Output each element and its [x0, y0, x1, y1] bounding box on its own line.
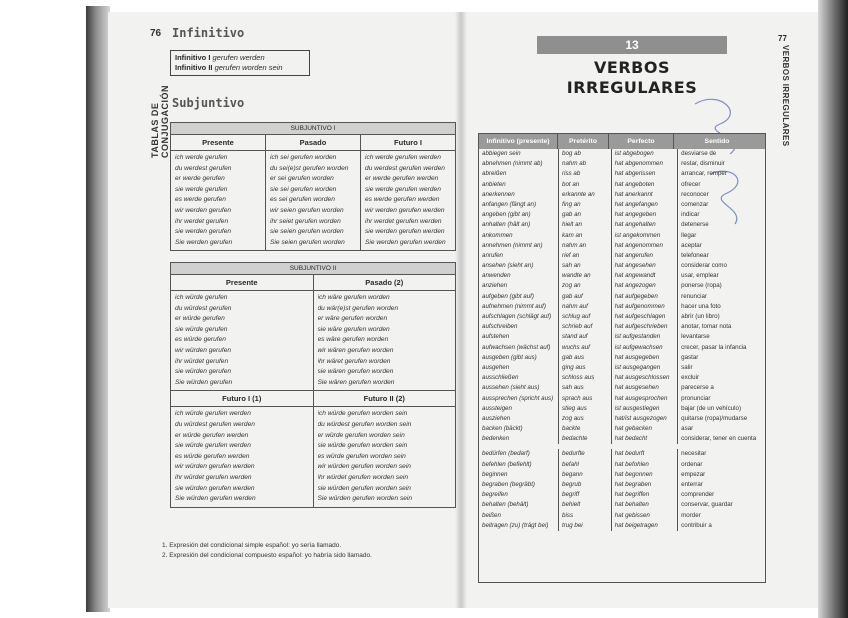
cell-perfecto: ist angekommen: [612, 231, 678, 241]
cell-infinitivo: angeben (gibt an): [479, 210, 559, 220]
book-edge-left: [86, 6, 110, 612]
cell-preterito: stand auf: [559, 332, 612, 342]
table-row: [479, 180, 765, 190]
cell-perfecto: hat angefangen: [612, 200, 678, 210]
cell-infinitivo: anwenden: [479, 271, 559, 281]
cell-sentido: excluir: [681, 374, 700, 382]
cell-sentido: indicar: [681, 211, 700, 219]
cell-infinitivo: ausschließen: [479, 373, 559, 383]
cell-perfecto: ist abgebogen: [612, 149, 678, 159]
cell-infinitivo: anhalten (hält an): [479, 220, 559, 230]
conjugation-line: es würde gerufen: [175, 336, 226, 344]
cell-preterito: schloss aus: [559, 373, 612, 383]
cell-perfecto: hat angenommen: [612, 241, 678, 251]
cell-sentido: arrancar, romper: [681, 170, 727, 178]
book-gutter: [455, 12, 467, 608]
conjugation-line: es werde gerufen: [175, 196, 226, 204]
cell-infinitivo: ausgehen: [479, 363, 559, 373]
cell-preterito: befahl: [559, 460, 612, 470]
cell-infinitivo: bedürfen (bedarf): [479, 449, 559, 459]
conjugation-line: Sie werden gerufen werden: [365, 238, 446, 246]
table-row: [479, 190, 765, 200]
column-futuro-I-1: [171, 407, 314, 506]
cell-sentido: desviarse de: [681, 150, 717, 157]
table-row: [479, 470, 765, 480]
cell-sentido: comenzar: [681, 200, 709, 208]
subjuntivo-II-caption: SUBJUNTIVO II: [171, 263, 455, 275]
column-presente-II: [171, 291, 314, 390]
column-pasado: [266, 151, 361, 250]
irregular-verbs-table: [478, 133, 766, 583]
book-edge-right: [818, 0, 848, 618]
cell-preterito: biss: [559, 511, 612, 521]
conjugation-line: sie würden gerufen worden sein: [317, 484, 411, 492]
conjugation-line: sie seien gerufen worden: [270, 228, 344, 236]
cell-preterito: trug bei: [559, 521, 612, 531]
cell-sentido: anotar, tomar nota: [681, 323, 732, 331]
cell-preterito: behielt: [559, 500, 612, 510]
cell-preterito: gab aus: [559, 353, 612, 363]
cell-infinitivo: begreifen: [479, 490, 559, 500]
cell-sentido: reconocer: [681, 190, 709, 198]
cell-perfecto: hat ausgesprochen: [612, 394, 678, 404]
conjugation-line: ich wäre gerufen worden: [317, 294, 390, 301]
cell-sentido: pronunciar: [681, 394, 711, 402]
conjugation-line: sie werden gerufen: [175, 228, 232, 236]
cell-perfecto: hat begraben: [612, 480, 678, 490]
cell-sentido: telefonear: [681, 251, 709, 259]
cell-perfecto: ist aufgestanden: [612, 332, 678, 342]
table-row: [479, 261, 765, 271]
cell-perfecto: hat anerkannt: [612, 190, 678, 200]
cell-perfecto: hat aufgeschlagen: [612, 312, 678, 322]
table-row: [479, 449, 765, 459]
page-number-right: 77: [778, 34, 787, 43]
conjugation-line: sie werde gerufen werden: [365, 185, 441, 193]
header-futuro-II-2: Futuro II (2): [363, 394, 405, 404]
table-row: [479, 490, 765, 500]
cell-perfecto: hat abgerissen: [612, 169, 678, 179]
conjugation-line: wir würden gerufen worden sein: [317, 463, 411, 471]
side-label-right: VERBOS IRREGULARES: [781, 45, 790, 147]
cell-preterito: rief an: [559, 251, 612, 261]
cell-infinitivo: anfangen (fängt an): [479, 200, 559, 210]
cell-infinitivo: ankommen: [479, 231, 559, 241]
conjugation-line: er würde gerufen worden sein: [317, 431, 405, 439]
conjugation-line: ich werde gerufen: [175, 154, 228, 161]
table-row: [479, 302, 765, 312]
cell-infinitivo: annehmen (nimmt an): [479, 241, 559, 251]
cell-preterito: sprach aus: [559, 394, 612, 404]
infinitivo-line-1: Infinitivo I gerufen werden: [175, 53, 265, 62]
header-presente-II: Presente: [171, 275, 314, 290]
conjugation-line: sie würden gerufen: [175, 368, 232, 376]
cell-preterito: nahm ab: [559, 159, 612, 169]
cell-preterito: nahm an: [559, 241, 612, 251]
cell-perfecto: hat angeboten: [612, 180, 678, 190]
table-row: [479, 220, 765, 230]
cell-sentido: salir: [681, 363, 693, 371]
cell-perfecto: hat befohlen: [612, 460, 678, 470]
cell-sentido: levantarse: [681, 333, 710, 341]
chapter-title-line-1: VERBOS: [594, 58, 670, 77]
side-label-left: TABLAS DE CONJUGACIÓN: [150, 84, 170, 158]
conjugation-line: Sie würden gerufen worden sein: [317, 495, 413, 503]
chapter-title-line-2: IRREGULARES: [566, 78, 698, 97]
cell-perfecto: hat angewandt: [612, 271, 678, 281]
cell-infinitivo: backen (bäckt): [479, 424, 559, 434]
conjugation-line: wir werden gerufen werden: [365, 206, 445, 214]
cell-sentido: restar, disminuir: [681, 160, 725, 168]
cell-infinitivo: bedenken: [479, 434, 559, 444]
table-row: [479, 373, 765, 383]
cell-perfecto: hat angezogen: [612, 281, 678, 291]
cell-infinitivo: ansehen (sieht an): [479, 261, 559, 271]
cell-infinitivo: begraben (begräbt): [479, 480, 559, 490]
conjugation-line: er werde gerufen: [175, 175, 225, 183]
conjugation-line: wir seien gerufen worden: [270, 206, 344, 214]
conjugation-line: er werde gerufen werden: [365, 175, 439, 183]
cell-sentido: abrir (un libro): [681, 313, 720, 320]
header-futuro-I-1: Futuro I (1): [171, 391, 314, 406]
cell-preterito: gab auf: [559, 292, 612, 302]
cell-preterito: sah an: [559, 261, 612, 271]
cell-infinitivo: aufschlagen (schlägt auf): [479, 312, 559, 322]
subjuntivo-heading: Subjuntivo: [172, 96, 245, 110]
conjugation-line: wir wären gerufen worden: [317, 346, 394, 354]
subjuntivo-II-header: [171, 275, 455, 291]
conjugation-line: er würde gerufen: [175, 315, 225, 323]
cell-perfecto: hat angesehen: [612, 261, 678, 271]
cell-perfecto: hat begonnen: [612, 470, 678, 480]
cell-perfecto: hat begriffen: [612, 490, 678, 500]
table-row: [479, 414, 765, 424]
cell-sentido: crecer, pasar la infancia: [681, 343, 747, 351]
footnotes: [162, 541, 454, 561]
conjugation-line: du würdest gerufen worden sein: [317, 420, 412, 428]
cell-infinitivo: beißen: [479, 511, 559, 521]
cell-infinitivo: anrufen: [479, 251, 559, 261]
header-pasado: Pasado: [266, 135, 361, 150]
table-row: [479, 332, 765, 342]
conjugation-line: sie würde gerufen: [175, 325, 228, 333]
cell-preterito: bot an: [559, 180, 612, 190]
table-row: [479, 149, 765, 159]
cell-preterito: zog aus: [559, 414, 612, 424]
cell-infinitivo: anbieten: [479, 180, 559, 190]
conjugation-line: sie werde gerufen: [175, 185, 228, 193]
cell-perfecto: hat beigetragen: [612, 521, 678, 531]
cell-sentido: aceptar: [681, 241, 702, 249]
cell-preterito: begriff: [559, 490, 612, 500]
cell-sentido: detenerse: [681, 221, 709, 229]
cell-preterito: backte: [559, 424, 612, 434]
conjugation-line: ihr würdet gerufen worden sein: [317, 473, 409, 481]
conjugation-line: ihr seiet gerufen worden: [270, 217, 341, 225]
cell-perfecto: hat angerufen: [612, 251, 678, 261]
conjugation-line: ich würde gerufen werden: [175, 410, 251, 418]
conjugation-line: ihr werdet gerufen: [175, 217, 229, 225]
conjugation-line: wir werden gerufen: [175, 206, 232, 214]
conjugation-line: sie wären gerufen worden: [317, 368, 394, 376]
subjuntivo-I-caption: SUBJUNTIVO I: [171, 123, 455, 135]
cell-sentido: contribuir a: [681, 521, 712, 529]
conjugation-line: ich werde gerufen werden: [365, 154, 441, 161]
conjugation-line: er würde gerufen werden: [175, 431, 249, 439]
column-futuro-II-2: [314, 407, 456, 506]
cell-preterito: zog an: [559, 281, 612, 291]
cell-perfecto: hat aufgenommen: [612, 302, 678, 312]
cell-infinitivo: aufnehmen (nimmt auf): [479, 302, 559, 312]
conjugation-line: wir würden gerufen: [175, 346, 232, 354]
table-row: [479, 460, 765, 470]
cell-infinitivo: abreißen: [479, 169, 559, 179]
cell-sentido: considerar, tener en cuenta: [681, 435, 757, 443]
cell-infinitivo: beginnen: [479, 470, 559, 480]
table-row: [479, 200, 765, 210]
table-row: [479, 434, 765, 444]
header-presente: Presente: [171, 135, 266, 150]
cell-sentido: asar: [681, 425, 694, 433]
cell-infinitivo: befehlen (befiehlt): [479, 460, 559, 470]
header-perfecto: Perfecto: [609, 134, 674, 149]
table-row: [479, 394, 765, 404]
cell-sentido: enterrar: [681, 481, 703, 488]
table-row: [479, 231, 765, 241]
cell-infinitivo: aufschreiben: [479, 322, 559, 332]
cell-infinitivo: ausziehen: [479, 414, 559, 424]
conjugation-line: es sei gerufen worden: [270, 196, 335, 204]
cell-sentido: ponerse (ropa): [681, 282, 722, 290]
infinitivo-line-2: Infinitivo II gerufen worden sein: [175, 63, 283, 72]
cell-perfecto: hat behalten: [612, 500, 678, 510]
table-row: [479, 521, 765, 531]
cell-infinitivo: aussprechen (spricht aus): [479, 394, 559, 404]
header-infinitivo: Infinitivo (presente): [479, 134, 558, 149]
cell-infinitivo: ausgeben (gibt aus): [479, 353, 559, 363]
cell-sentido: morder: [681, 511, 701, 519]
cell-infinitivo: anerkennen: [479, 190, 559, 200]
cell-preterito: nahm auf: [559, 302, 612, 312]
infinitivo-box: [170, 50, 310, 76]
conjugation-line: ihr würdet gerufen werden: [175, 473, 252, 481]
cell-preterito: begrub: [559, 480, 612, 490]
conjugation-line: sie würden gerufen werden: [175, 484, 255, 492]
cell-sentido: usar, emplear: [681, 272, 719, 280]
column-futuro-I: [361, 151, 455, 250]
cell-preterito: erkannte an: [559, 190, 612, 200]
verbs-table-header: [479, 134, 765, 149]
table-row: [479, 480, 765, 490]
table-row: [479, 404, 765, 414]
cell-perfecto: hat gebacken: [612, 424, 678, 434]
conjugation-line: ihr würdet gerufen: [175, 357, 229, 365]
cell-preterito: begann: [559, 470, 612, 480]
subjuntivo-II-table: [170, 262, 456, 508]
column-pasado-2: [314, 291, 456, 390]
header-futuro-I: Futuro I: [394, 138, 422, 147]
cell-sentido: bajar (de un vehículo): [681, 404, 742, 412]
cell-preterito: gab an: [559, 210, 612, 220]
cell-perfecto: hat angehalten: [612, 220, 678, 230]
cell-preterito: wuchs auf: [559, 343, 612, 353]
cell-infinitivo: behalten (behält): [479, 500, 559, 510]
conjugation-line: sie werden gerufen werden: [365, 228, 445, 236]
cell-infinitivo: aussehen (sieht aus): [479, 383, 559, 393]
conjugation-line: ihr wäret gerufen worden: [317, 357, 391, 365]
conjugation-line: wir würden gerufen werden: [175, 463, 255, 471]
conjugation-line: ich würde gerufen: [175, 294, 228, 301]
header-preterito: Pretérito: [558, 134, 609, 149]
table-row: [479, 281, 765, 291]
cell-sentido: hacer una foto: [681, 302, 721, 310]
cell-perfecto: hat aufgeschrieben: [612, 322, 678, 332]
cell-infinitivo: beitragen (zu) (trägt bei): [479, 521, 559, 531]
conjugation-line: du sei(e)st gerufen worden: [270, 164, 349, 172]
table-row: [479, 343, 765, 353]
infinitivo-heading: Infinitivo: [172, 26, 245, 40]
cell-sentido: ofrecer: [681, 180, 701, 188]
table-row: [479, 241, 765, 251]
conjugation-line: es wäre gerufen worden: [317, 336, 389, 344]
conjugation-line: Sie würden gerufen werden: [175, 495, 256, 503]
cell-infinitivo: abnehmen (nimmt ab): [479, 159, 559, 169]
conjugation-line: Sie seien gerufen worden: [270, 238, 345, 246]
conjugation-line: du wär(e)st gerufen worden: [317, 304, 399, 312]
cell-perfecto: hat ausgegeben: [612, 353, 678, 363]
cell-preterito: bog ab: [559, 149, 612, 159]
cell-infinitivo: aussteigen: [479, 404, 559, 414]
cell-perfecto: hat ausgesehen: [612, 383, 678, 393]
cell-preterito: bedurfte: [559, 449, 612, 459]
cell-preterito: wandte an: [559, 271, 612, 281]
table-row: [479, 251, 765, 261]
header-pasado-2: Pasado (2): [365, 278, 404, 287]
cell-sentido: considerar como: [681, 262, 727, 270]
conjugation-line: es würde gerufen werden: [175, 452, 250, 460]
cell-preterito: ging aus: [559, 363, 612, 373]
column-presente: [171, 151, 266, 250]
cell-sentido: empezar: [681, 470, 706, 478]
cell-preterito: kam an: [559, 231, 612, 241]
table-row: [479, 500, 765, 510]
cell-preterito: stieg aus: [559, 404, 612, 414]
cell-perfecto: ist aufgewachsen: [612, 343, 678, 353]
footnote-1: 1. Expresión del condicional simple español: yo sería llamado.: [162, 542, 342, 549]
cell-preterito: sah aus: [559, 383, 612, 393]
conjugation-line: sie würde gerufen werden: [175, 442, 251, 450]
table-row: [479, 363, 765, 373]
table-row: [479, 424, 765, 434]
conjugation-line: ihr werdet gerufen werden: [365, 217, 442, 225]
chapter-number: 13: [537, 36, 727, 54]
conjugation-line: sie sei gerufen worden: [270, 185, 337, 193]
cell-perfecto: hat aufgegeben: [612, 292, 678, 302]
futuro-header: [171, 390, 455, 407]
cell-sentido: necesitar: [681, 450, 707, 458]
table-row: [479, 159, 765, 169]
conjugation-line: es werde gerufen werden: [365, 196, 440, 204]
cell-sentido: renunciar: [681, 292, 707, 300]
table-row: [479, 271, 765, 281]
table-row: [479, 383, 765, 393]
subjuntivo-I-table: [170, 122, 456, 251]
subjuntivo-I-header: [171, 135, 455, 151]
cell-perfecto: hat angegeben: [612, 210, 678, 220]
conjugation-line: du würdest gerufen: [175, 304, 232, 312]
conjugation-line: ich sei gerufen worden: [270, 154, 337, 161]
conjugation-line: Sie werden gerufen: [175, 238, 233, 246]
cell-preterito: hielt an: [559, 220, 612, 230]
cell-sentido: quitarse (ropa)/mudarse: [681, 414, 748, 422]
cell-infinitivo: aufgeben (gibt auf): [479, 292, 559, 302]
conjugation-line: er sei gerufen worden: [270, 175, 334, 183]
cell-perfecto: hat abgenommen: [612, 159, 678, 169]
cell-sentido: gastar: [681, 353, 699, 361]
verbs-table-body: [479, 149, 765, 531]
cell-preterito: schrieb auf: [559, 322, 612, 332]
cell-perfecto: hat bedacht: [612, 434, 678, 444]
conjugation-line: Sie wären gerufen worden: [317, 378, 395, 386]
conjugation-line: du würdest gerufen werden: [175, 420, 255, 428]
cell-preterito: fing an: [559, 200, 612, 210]
table-row: [479, 322, 765, 332]
cell-sentido: parecerse a: [681, 384, 714, 392]
cell-infinitivo: anziehen: [479, 281, 559, 291]
cell-perfecto: hat ausgeschlossen: [612, 373, 678, 383]
footnote-2: 2. Expresión del condicional compuesto español: yo habría sido llamado.: [162, 552, 372, 559]
table-row: [479, 210, 765, 220]
table-row: [479, 169, 765, 179]
cell-perfecto: ist ausgegangen: [612, 363, 678, 373]
table-row: [479, 511, 765, 521]
cell-sentido: ordenar: [681, 460, 703, 468]
cell-preterito: bedachte: [559, 434, 612, 444]
table-row: [479, 312, 765, 322]
cell-perfecto: hat/ist ausgezogen: [612, 414, 678, 424]
conjugation-line: es würde gerufen worden sein: [317, 452, 406, 460]
cell-sentido: llegar: [681, 231, 697, 239]
conjugation-line: du werdest gerufen werden: [365, 164, 445, 172]
conjugation-line: du werdest gerufen: [175, 164, 232, 172]
cell-sentido: conservar, guardar: [681, 501, 733, 509]
cell-sentido: comprender: [681, 491, 715, 499]
table-row: [479, 353, 765, 363]
conjugation-line: sie würde gerufen worden sein: [317, 442, 408, 450]
conjugation-line: er wäre gerufen worden: [317, 315, 388, 323]
cell-perfecto: hat gebissen: [612, 511, 678, 521]
table-row: [479, 292, 765, 302]
conjugation-line: Sie würden gerufen: [175, 378, 233, 386]
header-sentido: Sentido: [704, 138, 730, 145]
cell-infinitivo: aufstehen: [479, 332, 559, 342]
cell-preterito: schlug auf: [559, 312, 612, 322]
cell-infinitivo: aufwachsen (wächst auf): [479, 343, 559, 353]
conjugation-line: ich würde gerufen worden sein: [317, 410, 408, 418]
cell-perfecto: hat bedurft: [612, 449, 678, 459]
conjugation-line: sie wäre gerufen worden: [317, 325, 390, 333]
cell-perfecto: ist ausgestiegen: [612, 404, 678, 414]
page-number-left: 76: [150, 28, 162, 39]
cell-preterito: riss ab: [559, 169, 612, 179]
cell-infinitivo: abbiegen sein: [479, 149, 559, 159]
